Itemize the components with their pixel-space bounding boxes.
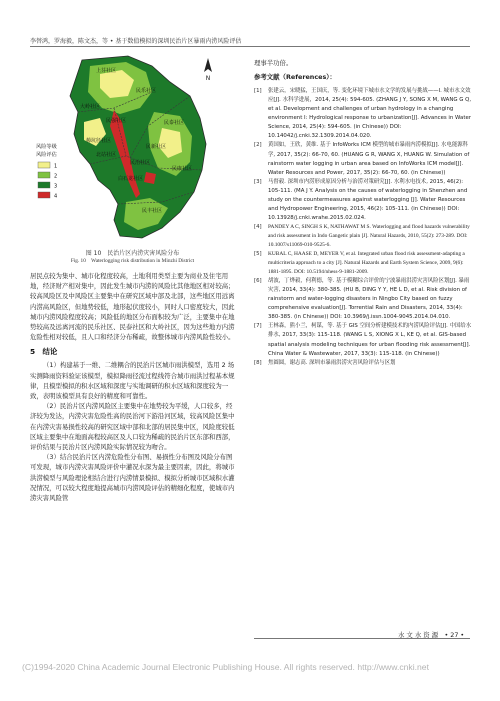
legend-swatch-3 bbox=[38, 182, 50, 188]
community-label: 民新社区 bbox=[146, 144, 167, 150]
figure-caption-cn: 图 10 民治片区内涝灾害风险分布 bbox=[85, 250, 180, 257]
footer-rule bbox=[254, 638, 470, 639]
body-paragraph: （1）构建基于一维、二维耦合的民治片区城市雨洪模型，选用 2 场实测降雨资料验证该模型，模拟降雨径流过程线符合城市雨洪过程基本规律，且模型模拟的积水区域和深度与实地调研的积水区域和深度较为一致，表明该模型具有良好的精度和可靠性。 bbox=[30, 361, 235, 401]
reference-item bbox=[254, 87, 474, 141]
reference-text: 马督毅. 深圳市内涝形成原因分析与治涝对策研究[J]. 水利水电技术, 2015, 46(2): 105-111. (MA J Y. Analysis on the causes of waterlogging in Shenzhen and study on the countermeasures against waterlogging [J]. Water Resources and Hydropower Engineering, 2015, 46(2): 105-111. (in Chinese)) DOI: 10.13928/j.cnki.wrahe.2015.02.024. bbox=[268, 178, 468, 221]
legend-label-2: 2 bbox=[54, 173, 58, 180]
left-column bbox=[30, 271, 238, 503]
figure-caption-en: Fig. 10 Waterlogging risk distribution in Minzhi District bbox=[70, 258, 195, 264]
reference-number: [1] bbox=[254, 88, 262, 95]
body-paragraph: （3）结合民治片区内涝危险性分布图、易损性分布图及风险分布图可发现，城市内涝灾害风险评价中灌况水深为最主要因素，因此，将城市洪涝模型与风险理论相结合进行内涝情景模拟、模拟分析城市区域积水灌况情况，可以较大程度地提高城市内涝风险评估的精细化程度，使城市内涝灾害风险管 bbox=[30, 453, 235, 503]
reference-number: [4] bbox=[254, 223, 262, 230]
community-label: 民乐社区 bbox=[136, 88, 157, 94]
reference-number: [5] bbox=[254, 251, 262, 258]
reference-number: [3] bbox=[254, 178, 262, 185]
body-paragraph: （2）民治片区内涝风险区主要集中在地势较为平缓，人口较多，经济较为发达，内涝灾害危险性高的民治河下游沿河区域，较高风险区集中在内涝灾害易损性较高的研究区域中部和北部的居民集中区，风险度较低区域主要集中在地面高程较高区及人口较为稀疏的民治片区东部和西部，评价结果与民治片区内涝风险实际情况较为吻合。 bbox=[30, 402, 235, 452]
reference-text: 胡波，丁烨毅，何利德，等. 基于模糊综合评价的宁波暴雨洪涝灾害风险区划[J]. 暴雨灾害, 2014, 33(4): 380-385. (HU B, DING Y Y, HE L D, et al. Risk division of rainstorm and water-logging disasters in Ningbo City based on fuzzy comprehensive evaluation[J]. Torrential Rain and Disasters, 2014, 33(4): 380-385. (in Chinese)) DOI: 10.3969/j.issn.1004-9045.2014.04.010. bbox=[268, 278, 470, 321]
right-column bbox=[254, 58, 474, 368]
community-label: 民治社区 bbox=[130, 160, 151, 166]
reference-text: 王林森，熊小兰，柯谋，等. 基于 GIS 空间分析建模技术的内涝风险评估[J]. 中国给水排水, 2017, 33(3): 115-118. (WANG L S, XIONG X L, KE Q, et al. GIS-based spatial analysis modeling techniques for urban flooding risk assessment[J]. China Water & Wastewater, 2017, 33(3): 115-118. (in Chinese)) bbox=[268, 323, 472, 357]
reference-item bbox=[254, 322, 474, 358]
legend-swatch-2 bbox=[38, 172, 50, 178]
legend-swatch-4 bbox=[38, 192, 50, 198]
community-label: 上芬社区 bbox=[96, 68, 117, 74]
running-head: 李替鸿，罗海毅，陈文杰，等 • 基于数值模拟的深圳民治片区暴雨内涝风险评估 bbox=[30, 38, 242, 45]
reference-text: 张建云，宋晓猛，王国庆，等. 变化环境下城市水文学的发展与挑战——Ⅰ. 城市水文效应[J]. 水科学进展，2014, 25(4): 594-605. (ZHANG J Y, SONG X M, WANG G Q, et al. Development and challenges of urban hydrology in a changing environment Ⅰ: Hydrological response to urbanization[J]. Advances in Water Science, 2014, 25(4): 594-605. (in Chinese)) DOI: 10.14042/j.cnki.32.1309.2014.04.020. bbox=[268, 88, 472, 140]
community-label: 民强社区 bbox=[106, 118, 127, 124]
community-label: 白石龙社区 bbox=[118, 176, 144, 182]
community-label: 大岭社区 bbox=[80, 104, 101, 110]
reference-item bbox=[254, 277, 474, 322]
reference-number: [2] bbox=[254, 142, 262, 149]
copyright-line: (C)1994-2020 China Academic Journal Electronic Publishing House. All rights reserved. http://www.cnki.net bbox=[22, 662, 429, 672]
zone-level-4-spot bbox=[144, 172, 156, 184]
legend-swatch-1 bbox=[38, 162, 50, 168]
reference-item bbox=[254, 178, 474, 223]
community-label: 民泰社区 bbox=[164, 120, 185, 126]
reference-number: [7] bbox=[254, 323, 262, 330]
legend-subtitle: 风险评估 bbox=[36, 152, 57, 158]
risk-map-figure bbox=[30, 52, 235, 242]
reference-text: PANDEY A C, SINGH S K, NATHAWAT M S. Waterlogging and flood hazards vulnerability and risk assessment in Indo Gangetic plain [J]. Natural Hazards, 2010, 55(2): 273-289. DOI: 10.1007/s11069-010-9525-6. bbox=[268, 223, 470, 248]
reference-item bbox=[254, 250, 474, 277]
legend-label-1: 1 bbox=[54, 163, 58, 170]
community-label: 民康社区 bbox=[172, 166, 193, 172]
reference-text: 焦圆圆，谢志高. 深圳市暴雨洪涝灾害风险评估与区划 bbox=[268, 359, 396, 366]
legend-label-3: 3 bbox=[54, 183, 58, 190]
section-heading: 5 结论 bbox=[30, 347, 58, 357]
journal-footer: 水 文 水 资 源 • 27 • bbox=[398, 631, 465, 639]
reference-item bbox=[254, 141, 474, 177]
reference-item bbox=[254, 359, 474, 368]
reference-text: 黄国如，王欣，黄维. 基于 InfoWorks ICM 模型的城市暴雨内涝模拟[J]. 水电能源科学, 2017, 35(2): 66-70, 60. (HUANG G R, WANG X, HUANG W. Simulation of rainstorm water logging in urban area based on InfoWorks ICM model[J]. Water Resources and Power, 2017, 35(2): 66-70, 60. (in Chinese)) bbox=[268, 142, 470, 176]
reference-text: KUBAL C, HAASE D, MEYER V, et al. Integrated urban flood risk assessment-adapting a multicriteria approach to a city [J]. Natural Hazards and Earth System Science, 2009, 9(6): 1881-1895. DOI: 10.5194/nhess-9-1881-2009. bbox=[268, 251, 465, 276]
legend-label-4: 4 bbox=[54, 193, 58, 200]
community-label: 樟坑径社区 bbox=[86, 138, 112, 144]
community-label: 北站社区 bbox=[96, 152, 117, 158]
risk-map bbox=[30, 52, 235, 242]
references-heading: 参考文献（References）： bbox=[254, 73, 336, 82]
community-label: 民丰社区 bbox=[142, 208, 163, 214]
body-paragraph: 理事半功倍。 bbox=[254, 59, 293, 67]
reference-number: [8] bbox=[254, 359, 262, 366]
reference-item bbox=[254, 223, 474, 250]
body-paragraph: 居民点较为集中、城市化程度较高，土地利用类型主要为商业及住宅用地，经济财产相对集中，因此发生城市内涝的风险比其他地区相对较高；较高风险区及中风险区主要集中在研究区域中部及北部，这些地区用远离内涝高风险区，但地势较低，地形起伏度较小，同时人口密度较大，因此城市内涝风险程度较高；风险低的地区分布面积较为广泛，主要集中在地势较高及远离河流的民乐社区、民泰社区和大岭社区，因为这些地方内涝危险性相对较低，且人口和经济分布稀疏，故整体城市内涝风险性较小。 bbox=[30, 272, 235, 342]
legend-title: 风险等级 bbox=[36, 144, 57, 150]
header-rule bbox=[30, 46, 470, 47]
reference-number: [6] bbox=[254, 278, 262, 285]
north-label: N bbox=[205, 75, 211, 82]
